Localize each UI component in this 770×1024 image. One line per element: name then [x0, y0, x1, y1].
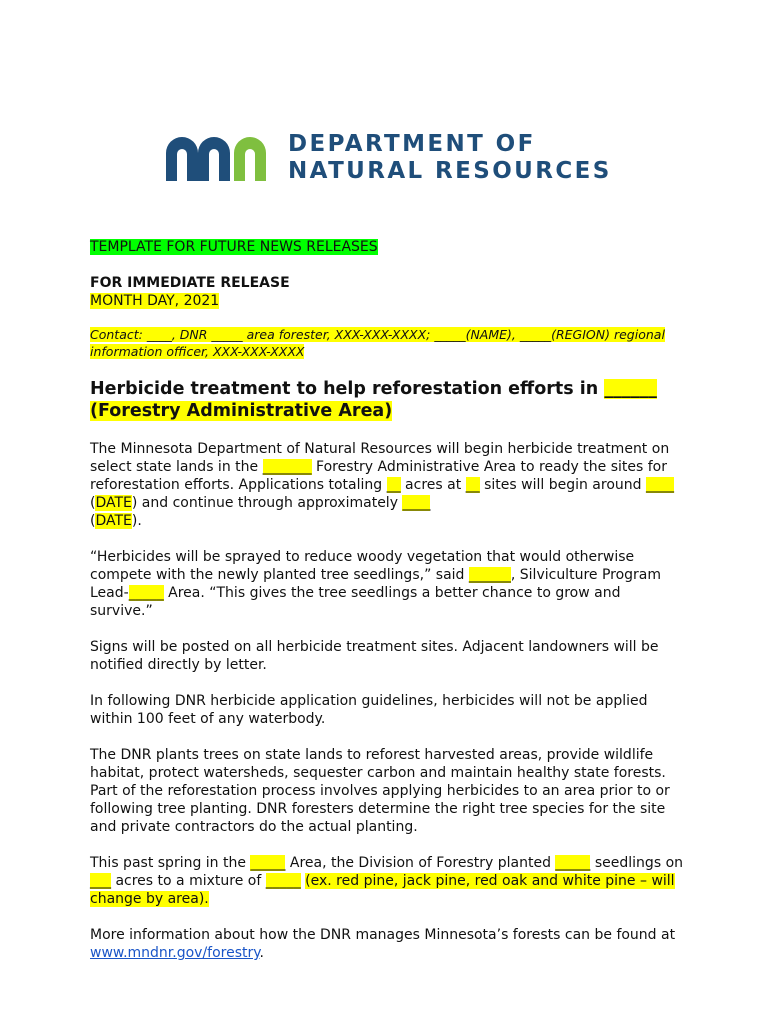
headline-area: (Forestry Administrative Area)	[90, 401, 393, 421]
release-label: FOR IMMEDIATE RELEASE	[90, 275, 290, 291]
paragraph-4: In following DNR herbicide application guidelines, herbicides will not be applied within 100 feet of any waterbody.	[90, 693, 648, 727]
paragraph-2: “Herbicides will be sprayed to reduce woody vegetation that would otherwise compete with the newly planted tree seedlings,” said ______, Silviculture Program Lead-_____ Area. “This gives the tree seedlings a better chance to grow and survive.”	[90, 549, 662, 619]
logo-line-2: NATURAL RESOURCES	[288, 158, 612, 184]
forestry-link[interactable]: www.mndnr.gov/forestry	[90, 945, 260, 961]
headline-blank: ______	[604, 379, 657, 399]
logo-wordmark	[288, 131, 612, 185]
mn-logo-icon	[166, 135, 272, 181]
paragraph-3: Signs will be posted on all herbicide treatment sites. Adjacent landowners will be notified directly by letter.	[90, 639, 659, 673]
release-date: MONTH DAY, 2021	[90, 293, 220, 309]
contact-line: Contact: ____, DNR _____ area forester, XXX-XXX-XXXX; _____(NAME), _____(REGION) regional information officer, XXX-XXX-XXXX	[90, 327, 665, 359]
document-body	[90, 238, 685, 962]
paragraph-1: The Minnesota Department of Natural Resources will begin herbicide treatment on select state lands in the _______ Forestry Administrative Area to ready the sites for reforestation efforts. Applications totaling __ acres at __ sites will begin around ____ (DATE) and continue through approximately ____ (DATE).	[90, 441, 674, 529]
logo-line-1: DEPARTMENT OF	[288, 131, 536, 157]
paragraph-5: The DNR plants trees on state lands to reforest harvested areas, provide wildlife habitat, protect watersheds, sequester carbon and maintain healthy state forests. Part of the reforestation process involves applying herbicides to an area prior to or following tree planting. DNR foresters determine the right tree species for the site and private contractors do the actual planting.	[90, 747, 670, 835]
paragraph-6: This past spring in the _____ Area, the Division of Forestry planted _____ seedlings on ___ acres to a mixture of _____ (ex. red pine, jack pine, red oak and white pine – will change by area).	[90, 855, 684, 907]
paragraph-7: More information about how the DNR manages Minnesota’s forests can be found at www.mndnr.gov/forestry.	[90, 927, 676, 961]
headline: Herbicide treatment to help reforestation efforts in ______ (Forestry Administrative Area)	[90, 379, 657, 421]
dnr-logo	[166, 130, 612, 186]
template-note: TEMPLATE FOR FUTURE NEWS RELEASES	[90, 239, 378, 255]
